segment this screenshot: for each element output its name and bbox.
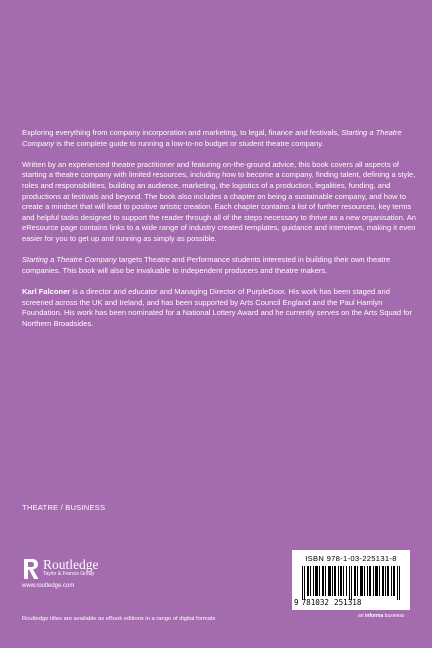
publisher-name-block [43,558,99,578]
barcode-digit-first: 9 [294,598,299,607]
subject-category: THEATRE / BUSINESS [22,503,106,512]
informa-prefix: an [358,613,365,619]
author-bio: is a director and educator and Managing Director of PurpleDoor. His work has been staged and screened across the UK and Ireland, and has been supported by Arts Council England and the Paul Hamlyn Foundation. His work has been nominated for a National Lottery Award and he currently serves on the Arts Squad for Northern Broadsides. [22,286,413,328]
blurb-paragraph-description: Written by an experienced theatre practitioner and featuring on-the-ground advice, this book covers all aspects of starting a theatre company with limited resources, including how to become a company, finding talent, defining a style, roles and responsibilities, building an audience, marketing, the logistics of a production, legalities, funding, and productions at festivals and beyond. The book also includes a chapter on being a sustainable company, and how to create a mindset that will lead to positive artistic creation. Each chapter contains a list of further resources, key terms and helpful tasks designed to support the reader through all of the steps necessary to thrive as a new organisation. An eResource page contains links to a wide range of industry created templates, guidance and interviews, making it even easier for you to get up and running as simply as possible. [22,159,416,243]
back-cover-blurb [22,128,416,329]
blurb-paragraph-audience [22,255,416,276]
barcode-bars [302,566,402,600]
ebook-note: Routledge titles are available as eBook editions in a range of digital formats [22,616,216,622]
barcode-digits-right: 251318 [334,598,362,607]
book-title-italic: Starting a Theatre Company [22,255,117,265]
book-title-italic: Starting a Theatre Company [22,128,402,148]
blurb-text: targets Theatre and Performance students interested in building their own theatre companies. This book will also be invaluable to independent producers and theatre makers. [22,255,391,275]
publisher-group: Taylor & Francis Group [43,571,95,577]
blurb-text: Exploring everything from company incorporation and marketing, to legal, finance and festivals, [22,128,342,137]
blurb-text: is the complete guide to running a low-to-no budget or student theatre company. [54,138,324,148]
isbn-label: ISBN 978-1-03-225131-8 [305,554,397,563]
informa-suffix: business [383,613,405,619]
publisher-name: Routledge [43,557,99,572]
publisher-url[interactable]: www.routledge.com [22,583,75,589]
publisher-logo [22,558,99,580]
routledge-logo-icon [22,558,40,580]
isbn-barcode [292,550,410,610]
blurb-paragraph-author [22,287,416,329]
informa-business-note [358,613,404,619]
blurb-paragraph-intro [22,128,416,149]
barcode-digits [294,598,408,607]
publisher-block [22,558,99,589]
informa-brand: informa [364,613,384,619]
barcode-digits-left: 781032 [301,598,330,607]
author-name: Karl Falconer [22,286,71,296]
